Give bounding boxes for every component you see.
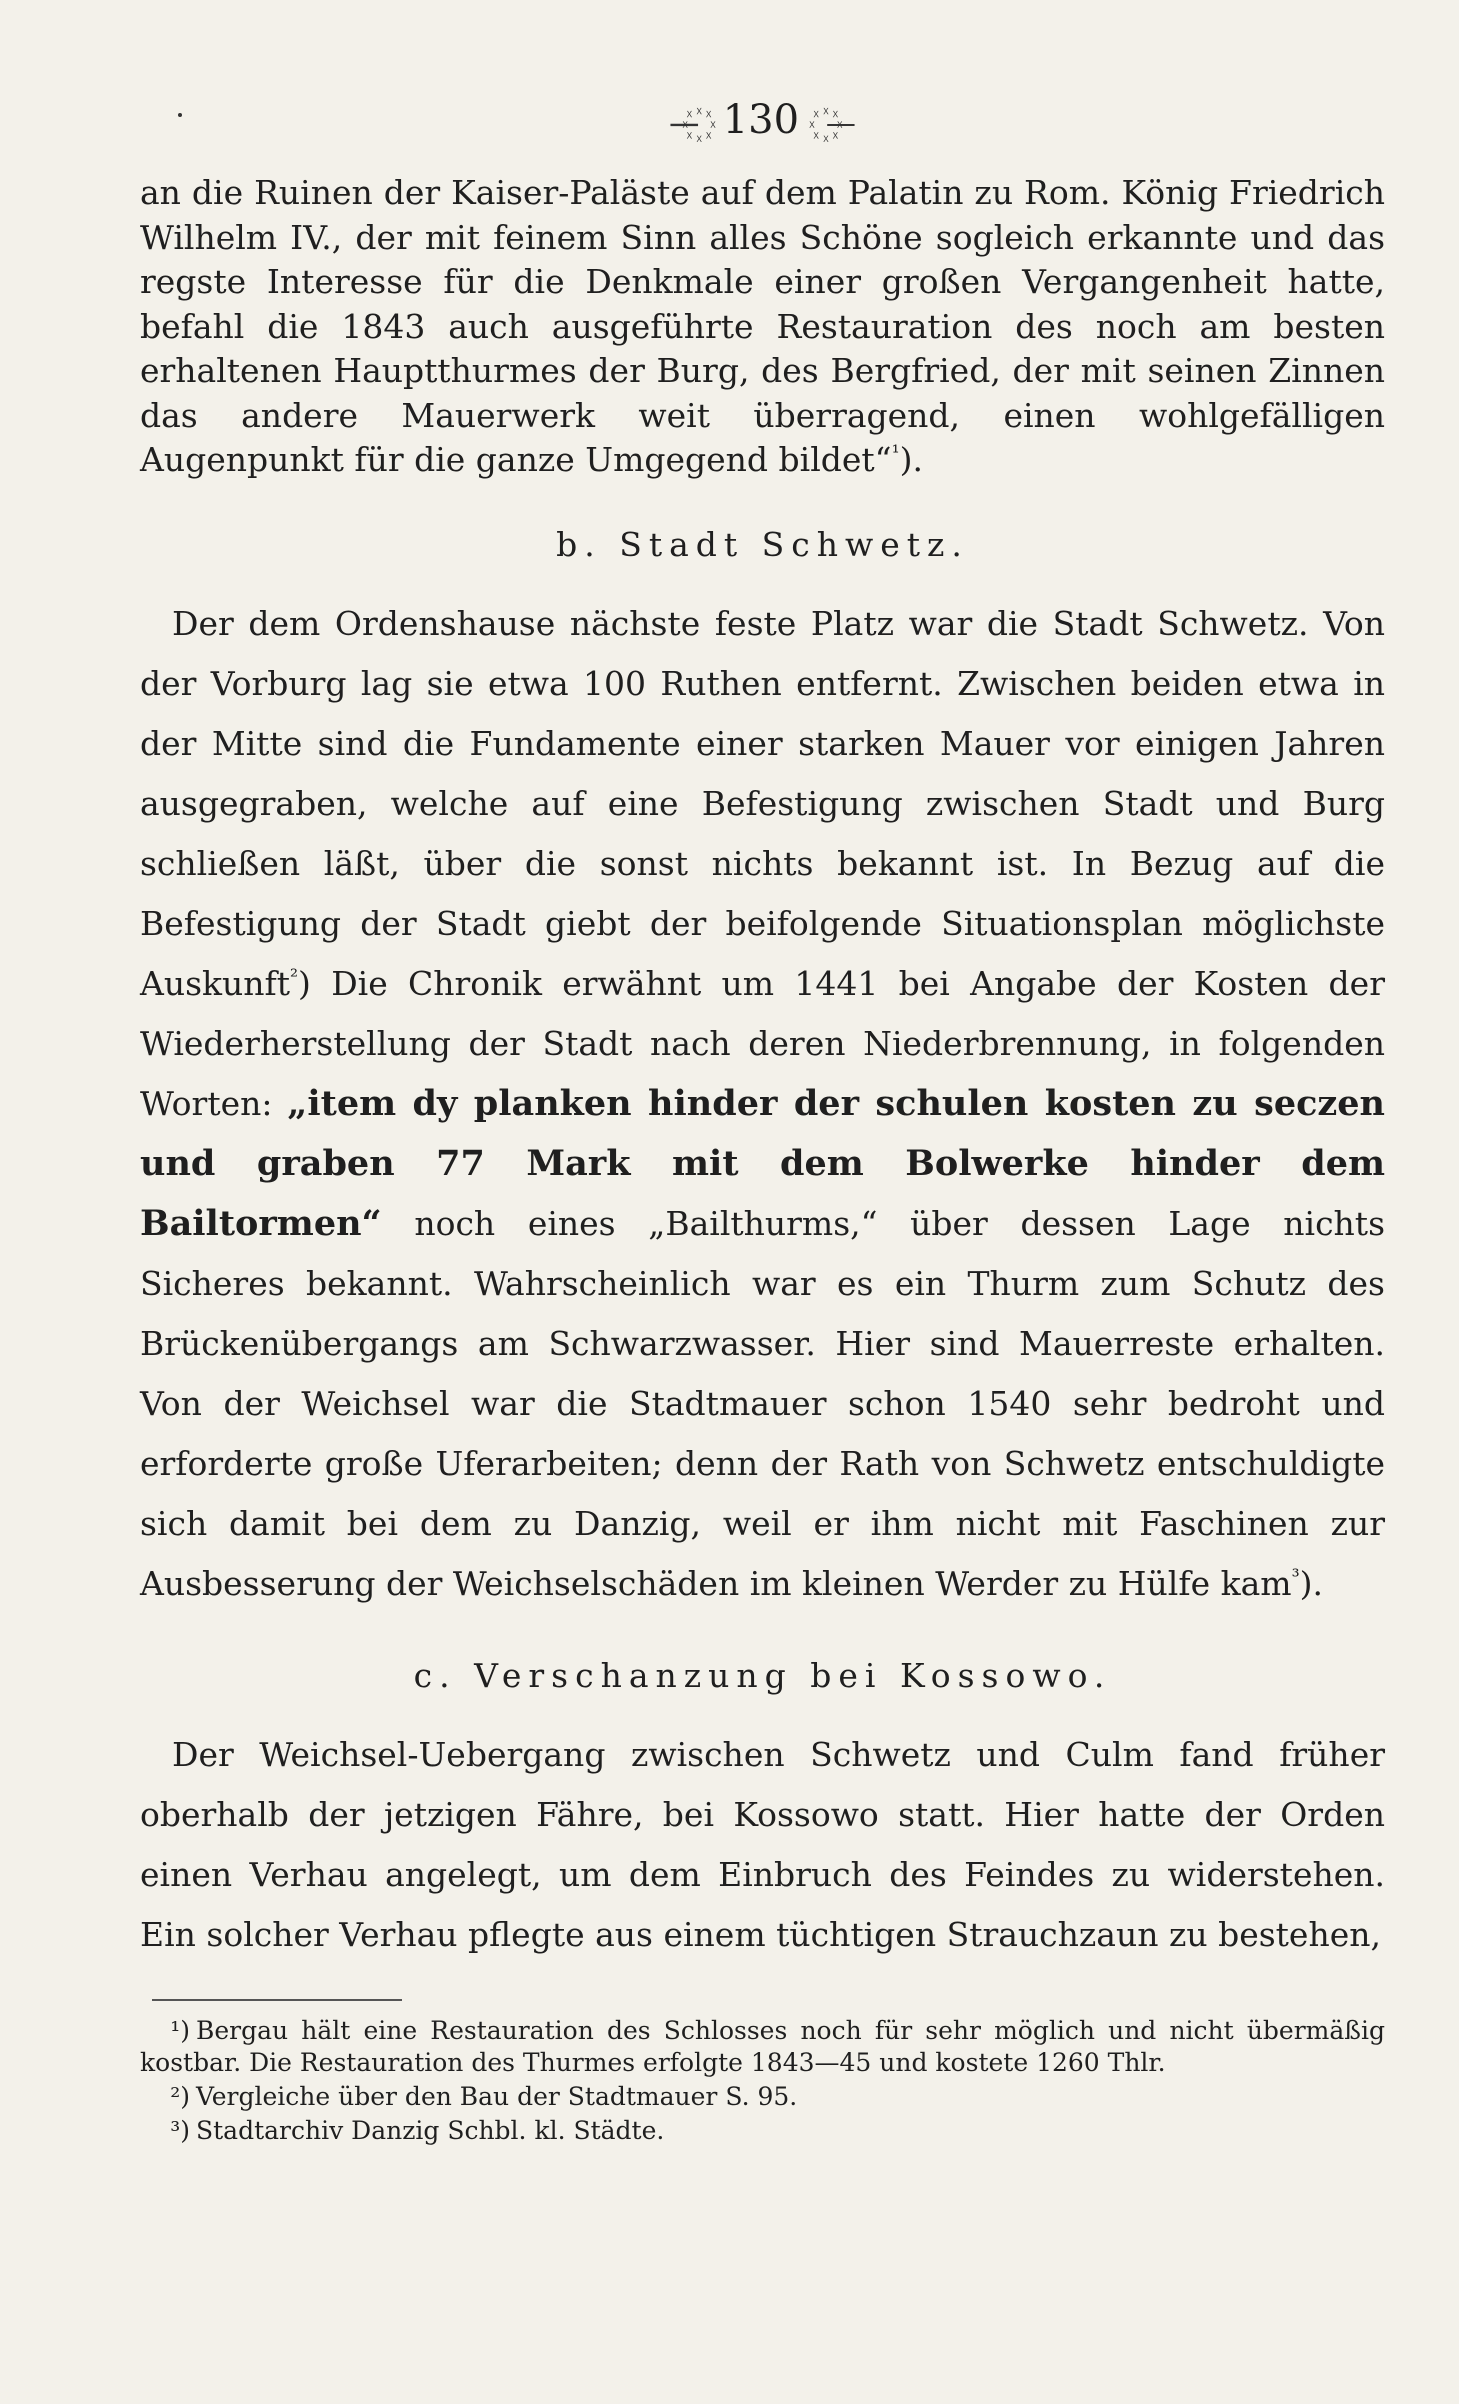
chronicle-quote: „item dy planken hinder der schulen kosten zu seczen und graben 77 Mark mit dem Bolwerke hinder dem Bailtormen“ <box>140 1082 1385 1244</box>
book-page <box>140 95 1385 2335</box>
page-header <box>140 95 1385 149</box>
footnote-3-mark: ³) <box>170 2115 190 2145</box>
footnote-1 <box>140 2015 1385 2079</box>
paragraph-schwetz-text-b: ) Die Chronik erwähnt um 1441 bei Angabe der Kosten der Wiederherstellung der Stadt nach deren Niederbrennung, in folgenden Worten: <box>140 963 1385 1123</box>
paragraph-schwetz-text-a: Der dem Ordenshause nächste feste Platz war die Stadt Schwetz. Von der Vorburg lag sie etwa 100 Ruthen entfernt. Zwischen beiden etwa in der Mitte sind die Fundamente einer starken Mauer vor einigen Jahren ausgegraben, welche auf eine Befestigung zwischen Stadt und Burg schließen läßt, über die sonst nichts bekannt ist. In Bezug auf die Befestigung der Stadt giebt der beifolgende Situationsplan möglichste Auskunft <box>140 603 1385 1003</box>
paragraph-ruins <box>140 171 1385 483</box>
footnote-2 <box>140 2081 1385 2113</box>
footnote-2-mark: ²) <box>170 2081 190 2111</box>
footnote-2-text: Vergleiche über den Bau der Stadtmauer S. 95. <box>196 2081 798 2111</box>
footnote-3-text: Stadtarchiv Danzig Schbl. kl. Städte. <box>196 2115 665 2145</box>
paragraph-kossowo <box>140 1725 1385 1965</box>
footnote-divider <box>152 1999 402 2001</box>
header-ornament-left: —꙰ <box>669 106 709 141</box>
paragraph-ruins-end: ). <box>899 440 923 479</box>
paragraph-schwetz <box>140 594 1385 1614</box>
page-number: 130 <box>722 97 800 143</box>
footnote-3 <box>140 2115 1385 2147</box>
footnote-1-text: Bergau hält eine Restauration des Schlosses noch für sehr möglich und nicht übermäßig kostbar. Die Restauration des Thurmes erfolgte 1843—45 und kostete 1260 Thlr. <box>140 2015 1385 2077</box>
paragraph-kossowo-text: Der Weichsel-Uebergang zwischen Schwetz und Culm fand früher oberhalb der jetzigen Fähre, bei Kossowo statt. Hier hatte der Orden einen Verhau angelegt, um dem Einbruch des Feindes zu widerstehen. Ein solcher Verhau pflegte aus einem tüchtigen Strauchzaun zu bestehen, <box>140 1734 1385 1954</box>
footnote-ref-1: ¹ <box>891 440 900 464</box>
section-heading-c: c. Verschanzung bei Kossowo. <box>413 1655 1112 1695</box>
footnote-1-mark: ¹) <box>170 2015 190 2045</box>
section-heading-b: b. Stadt Schwetz. <box>556 524 969 564</box>
footnote-ref-2: ² <box>290 963 299 988</box>
paragraph-schwetz-text-c: noch eines „Bailthurms,“ über dessen Lage nichts Sicheres bekannt. Wahrscheinlich war es ein Thurm zum Schutz des Brückenübergangs am Schwarzwasser. Hier sind Mauerreste erhalten. Von der Weichsel war die Stadtmauer schon 1540 sehr bedroht und erforderte große Uferarbeiten; denn der Rath von Schwetz entschuldigte sich damit bei dem zu Danzig, weil er ihm nicht mit Faschinen zur Ausbesserung der Weichselschäden im kleinen Werder zu Hülfe kam <box>140 1203 1385 1603</box>
paragraph-schwetz-end: ). <box>1299 1563 1323 1603</box>
header-ornament-right: ꙰— <box>825 106 856 141</box>
paragraph-ruins-text: an die Ruinen der Kaiser-Paläste auf dem Palatin zu Rom. König Friedrich Wilhelm IV., der mit feinem Sinn alles Schöne sogleich erkannte und das regste Interesse für die Denkmale einer großen Vergangenheit hatte, befahl die 1843 auch ausgeführte Restauration des noch am besten erhaltenen Hauptthurmes der Burg, des Bergfried, der mit seinen Zinnen das andere Mauerwerk weit überragend, einen wohlgefälligen Augenpunkt für die ganze Umgegend bildet“ <box>140 173 1385 479</box>
footnote-ref-3: ³ <box>1291 1563 1300 1588</box>
